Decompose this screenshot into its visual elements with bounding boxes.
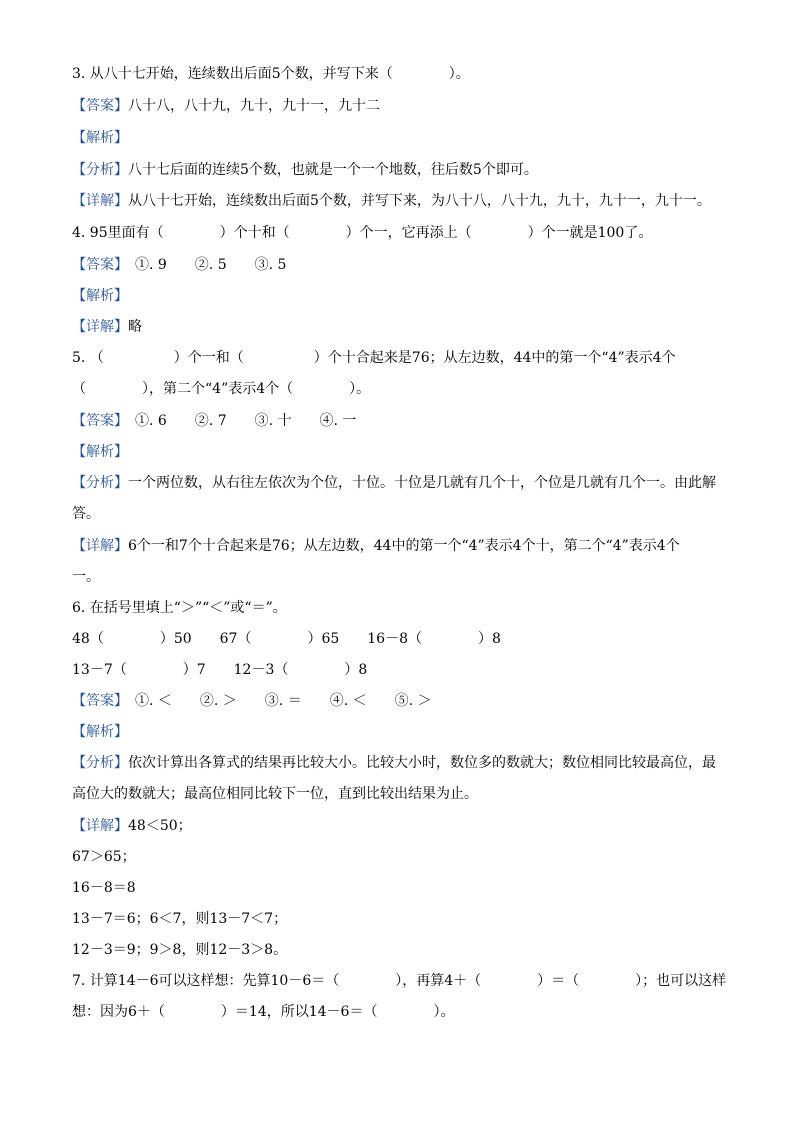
q5-answer-line — [72, 411, 356, 431]
q6-answer-line — [72, 691, 432, 711]
q3-stem: 3. 从八十七开始，连续数出后面5个数，并写下来（ ）。 — [72, 66, 470, 82]
q3-fenxi: 八十七后面的连续5个数，也就是一个一个地数，往后数5个即可。 — [128, 162, 538, 178]
xiangjie-tag: 【详解】 — [72, 193, 128, 209]
q6-xiangjie-4: 13－7＝6；6＜7，则13－7＜7； — [72, 911, 288, 927]
q3-answer: 八十八，八十九，九十，九十一，九十二 — [128, 98, 380, 114]
q4-xiangjie: 略 — [128, 319, 142, 335]
answer-tag: 【答案】 — [72, 257, 121, 273]
q5-stem-line1: 5. （ ）个一和（ ）个十合起来是76；从左边数，44中的第一个“4”表示4个 — [72, 350, 676, 366]
q6-xiangjie-5: 12－3＝9；9＞8，则12－3＞8。 — [72, 942, 288, 958]
q6-fenxi-line2: 高位大的数就大；最高位相同比较下一位，直到比较出结果为止。 — [72, 786, 478, 802]
q3-fenxi-line — [72, 160, 538, 180]
q3-xiangjie: 从八十七开始，连续数出后面5个数，并写下来，为八十八，八十九，九十，九十一，九十一。 — [128, 193, 711, 209]
q5-fenxi-line1 — [72, 473, 716, 493]
q6-fenxi: 依次计算出各算式的结果再比较大小。比较大小时，数位多的数就大；数位相同比较最高位，最 — [128, 755, 716, 771]
q4-stem: 4. 95里面有（ ）个十和（ ）个一，它再添上（ ）个一就是100了。 — [72, 225, 653, 241]
q6-fenxi-line1 — [72, 753, 716, 773]
jiexi-tag: 【解析】 — [72, 444, 128, 460]
q6-jiexi-line — [72, 722, 128, 742]
xiangjie-tag: 【详解】 — [72, 319, 128, 335]
answer-tag: 【答案】 — [72, 98, 128, 114]
answer-tag: 【答案】 — [72, 693, 121, 709]
answer-tag: 【答案】 — [72, 413, 121, 429]
q4-jiexi-line — [72, 286, 128, 306]
q6-xiangjie-3: 16－8＝8 — [72, 880, 136, 896]
xiangjie-tag: 【详解】 — [72, 538, 128, 554]
q4-answer: ①. 9 ②. 5 ③. 5 — [121, 257, 287, 273]
q5-xiangjie-line1 — [72, 536, 680, 556]
q5-fenxi: 一个两位数，从右往左依次为个位，十位。十位是几就有几个十，个位是几就有几个一。由此解 — [128, 475, 716, 491]
q4-xiangjie-line — [72, 317, 142, 337]
jiexi-tag: 【解析】 — [72, 724, 128, 740]
q7-stem-line1: 7. 计算14－6可以这样想：先算10－6＝（ ），再算4＋（ ）＝（ ）；也可以这样 — [72, 973, 727, 989]
jiexi-tag: 【解析】 — [72, 130, 128, 146]
q6-row2: 13－7（ ）7 12－3（ ）8 — [72, 662, 368, 678]
fenxi-tag: 【分析】 — [72, 755, 128, 771]
q3-answer-line — [72, 96, 380, 116]
q6-xiangjie-2: 67＞65； — [72, 849, 136, 865]
fenxi-tag: 【分析】 — [72, 475, 128, 491]
q5-jiexi-line — [72, 442, 128, 462]
q6-xiangjie-1: 48＜50； — [128, 818, 192, 834]
q6-xiangjie-line1 — [72, 816, 192, 836]
xiangjie-tag: 【详解】 — [72, 818, 128, 834]
q5-fenxi-line2: 答。 — [72, 506, 100, 522]
q7-stem-line2: 想：因为6＋（ ）＝14，所以14－6＝（ ）。 — [72, 1004, 455, 1020]
q5-xiangjie-line2: 一。 — [72, 569, 100, 585]
q6-answer: ①. ＜ ②. ＞ ③. ＝ ④. ＜ ⑤. ＞ — [121, 693, 432, 709]
q4-answer-line — [72, 255, 286, 275]
q3-jiexi-line — [72, 128, 128, 148]
q5-answer: ①. 6 ②. 7 ③. 十 ④. 一 — [121, 413, 357, 429]
q6-stem: 6. 在括号里填上“＞”“＜”或“＝”。 — [72, 600, 287, 616]
fenxi-tag: 【分析】 — [72, 162, 128, 178]
q5-stem-line2: （ ），第二个“4”表示4个（ ）。 — [72, 381, 371, 397]
q5-xiangjie: 6个一和7个十合起来是76；从左边数，44中的第一个“4”表示4个十，第二个“4”表示4个 — [128, 538, 680, 554]
jiexi-tag: 【解析】 — [72, 288, 128, 304]
q3-xiangjie-line — [72, 191, 711, 211]
q6-row1: 48（ ）50 67（ ）65 16－8（ ）8 — [72, 631, 501, 647]
